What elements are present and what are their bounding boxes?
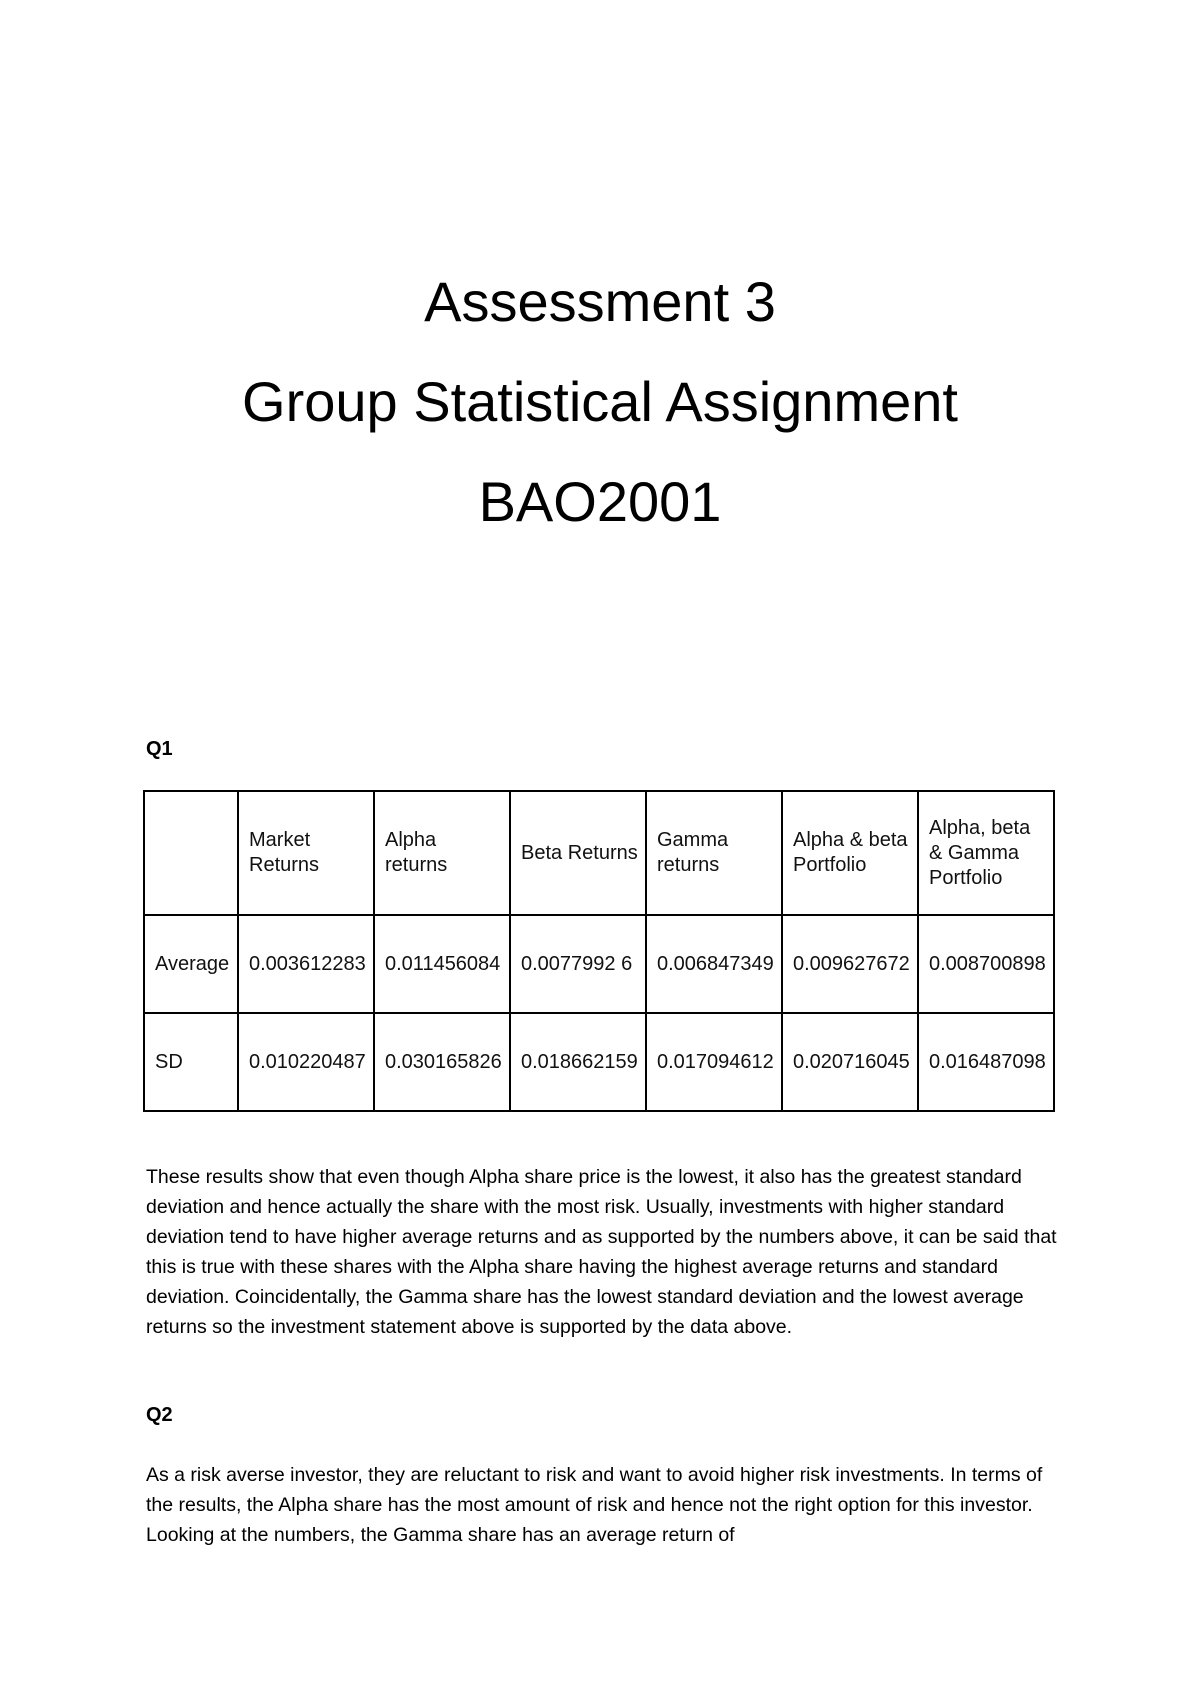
row-header: Average [144,915,238,1013]
table-row [144,1013,1054,1111]
table-cell: 0.017094612 [646,1013,782,1111]
column-header: Alpha & beta Portfolio [782,791,918,915]
table-cell: 0.003612283 [238,915,374,1013]
q2-discussion-paragraph: As a risk averse investor, they are reluctant to risk and want to avoid higher risk investments. In terms of the results, the Alpha share has the most amount of risk and hence not the right option for this investor. Looking at the numbers, the Gamma share has an average return of [146,1464,1043,1546]
column-header: Gamma returns [646,791,782,915]
document-subtitle: Group Statistical Assignment [242,370,958,433]
table-cell: 0.020716045 [782,1013,918,1111]
table-cell: 0.018662159 [510,1013,646,1111]
table-cell: 0.011456084 [374,915,510,1013]
column-header: Alpha, beta & Gamma Portfolio [918,791,1054,915]
document-title-block [0,252,1200,552]
document-title: Assessment 3 [424,270,776,333]
table-cell: 0.016487098 [918,1013,1054,1111]
table-cell: 0.009627672 [782,915,918,1013]
section-heading-q1: Q1 [146,738,173,760]
column-header: Alpha returns [374,791,510,915]
table-header-row [144,791,1054,915]
column-header: Beta Returns [510,791,646,915]
statistics-table [143,790,1055,1112]
table-cell: 0.030165826 [374,1013,510,1111]
table-cell: 0.010220487 [238,1013,374,1111]
table-corner-cell [144,791,238,915]
unit-code: BAO2001 [478,470,722,533]
column-header: Market Returns [238,791,374,915]
table-cell: 0.0077992 6 [510,915,646,1013]
table-cell: 0.006847349 [646,915,782,1013]
row-header: SD [144,1013,238,1111]
table-cell: 0.008700898 [918,915,1054,1013]
table-row [144,915,1054,1013]
section-heading-q2: Q2 [146,1404,173,1426]
q1-discussion-paragraph: These results show that even though Alpha share price is the lowest, it also has the greatest standard deviation and hence actually the share with the most risk. Usually, investments with higher standard deviation tend to have higher average returns and as supported by the numbers above, it can be said that this is true with these shares with the Alpha share having the highest average returns and standard deviation. Coincidentally, the Gamma share has the lowest standard deviation and the lowest average returns so the investment statement above is supported by the data above. [146,1166,1057,1338]
